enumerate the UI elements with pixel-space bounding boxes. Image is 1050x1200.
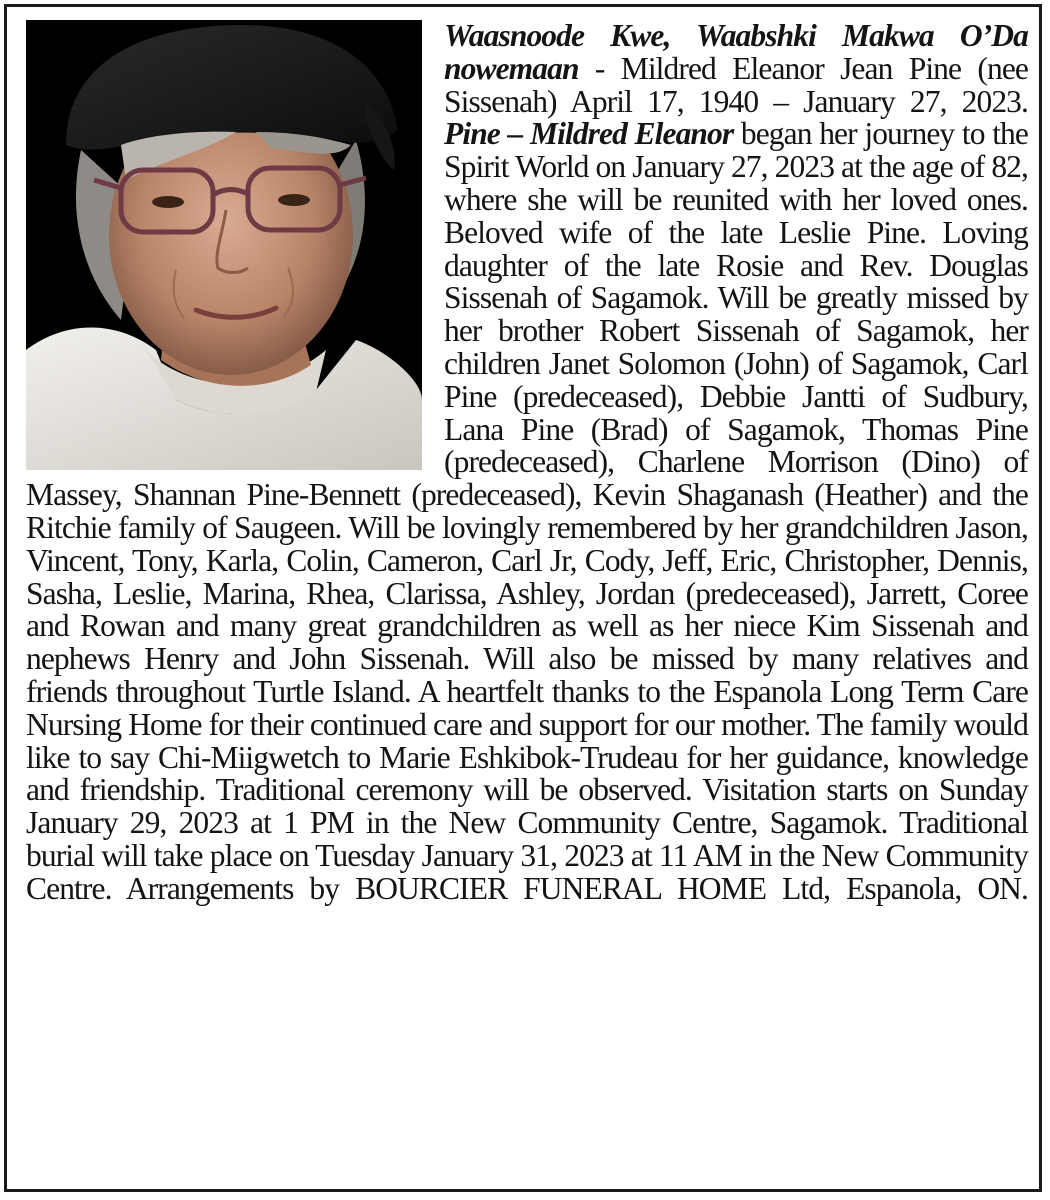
obituary-frame [4, 4, 1042, 1192]
portrait-illustration [26, 20, 422, 470]
native-name: Waasnoode Kwe, Waabshki Makwa O’Da nowemaan [444, 18, 1028, 86]
portrait-photo [26, 20, 422, 470]
name-heading: Pine – Mildred Eleanor [444, 116, 734, 152]
obituary-intro: - Mildred Eleanor Jean Pine (nee Sissenah) April 17, 1940 – January 27, 2023. [444, 50, 1028, 119]
obituary-body: began her journey to the Spirit World on January 27, 2023 at the age of 82, where she will be reunited with her loved ones. Beloved wife of the late Leslie Pine. Loving daughter of the late Rosie and Rev. Douglas Sissenah of Sagamok. Will be greatly missed by her brother Robert Sissenah of Sagamok, her children Janet Solomon (John) of Sagamok, Carl Pine (predeceased), Debbie Jantti of Sudbury, Lana Pine (Brad) of Sagamok, Thomas Pine (predeceased), Charlene Morrison (Dino) of Massey, Shannan Pine-Bennett (predeceased), Kevin Shaganash (Heather) and the Ritchie family of Saugeen. Will be lovingly remembered by her grandchildren Jason, Vincent, Tony, Karla, Colin, Cameron, Carl Jr, Cody, Jeff, Eric, Christopher, Dennis, Sasha, Leslie, Marina, Rhea, Clarissa, Ashley, Jordan (predeceased), Jarrett, Coree and Rowan and many great grandchildren as well as her niece Kim Sissenah and nephews Henry and John Sissenah. Will also be missed by many relatives and friends throughout Turtle Island. A heartfelt thanks to the Espanola Long Term Care Nursing Home for their continued care and support for our mother. The family would like to say Chi-Miigwetch to Marie Eshkibok-Trudeau for her guidance, knowledge and friendship. Traditional ceremony will be observed. Visitation starts on Sunday January 29, 2023 at 1 PM in the New Community Centre, Sagamok. Traditional burial will take place on Tuesday January 31, 2023 at 11 AM in the New Community Centre. Arrangements by BOURCIER FUNERAL HOME Ltd, Espanola, ON. [26, 116, 1028, 906]
obituary-content [26, 20, 1028, 906]
